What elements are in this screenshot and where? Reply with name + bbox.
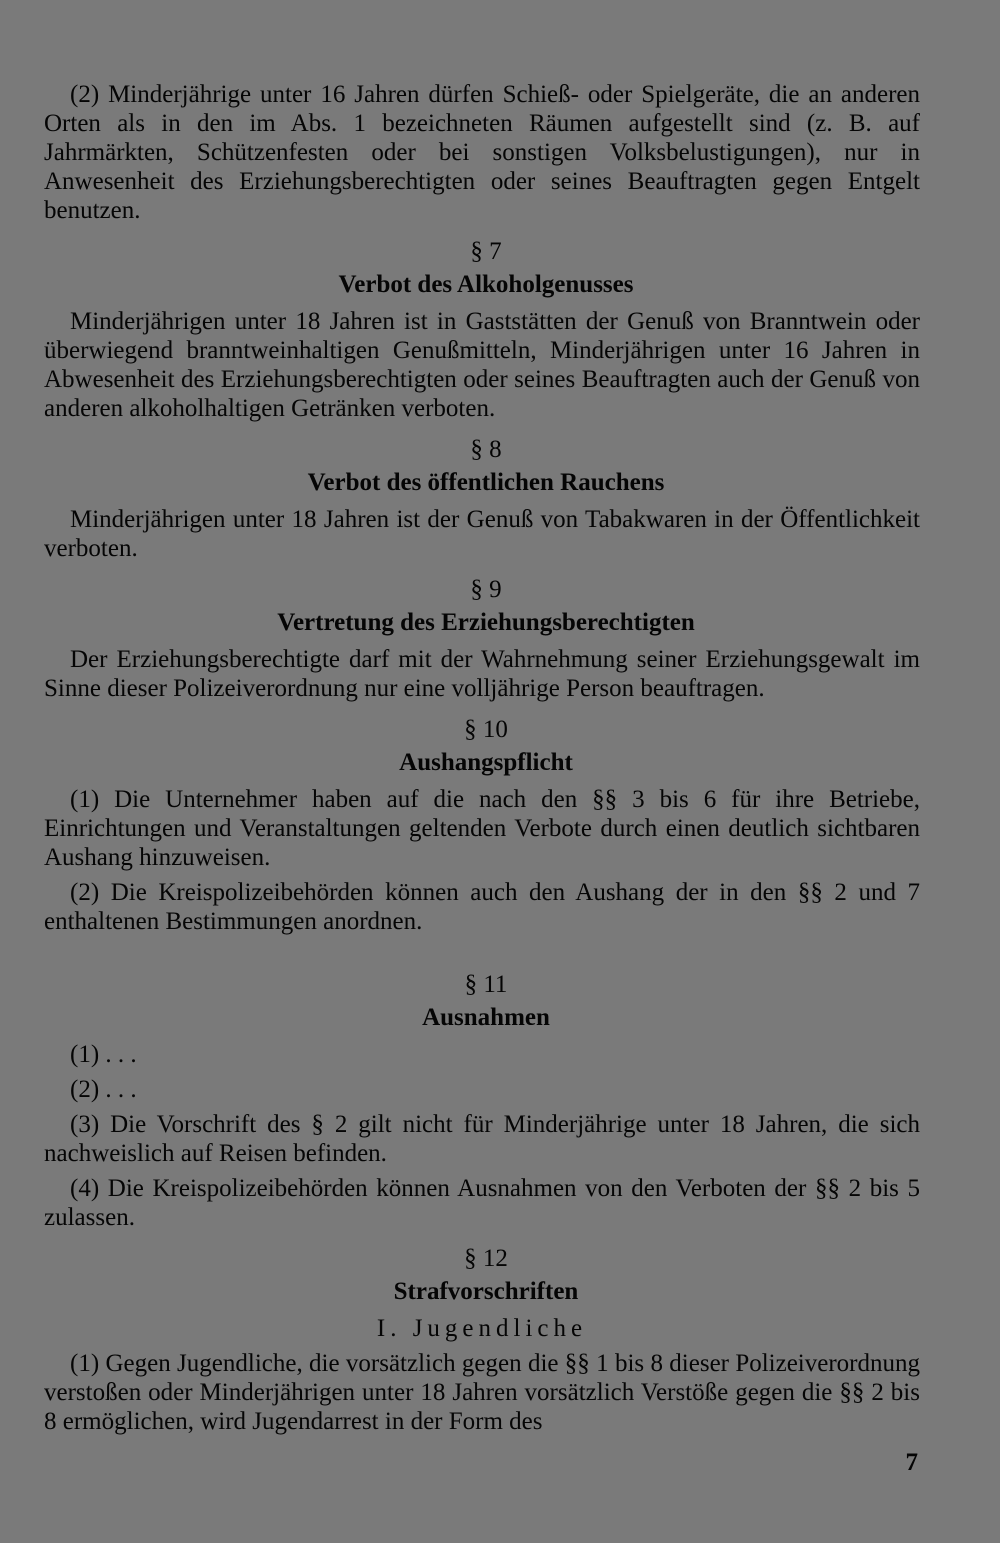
- section-10-number: § 10: [464, 716, 508, 743]
- paragraph-6-2: (2) Minderjährige unter 16 Jahren dürfen Schieß- oder Spielgeräte, die an anderen Orten als in den im Abs. 1 bezeichneten Räumen aufgestellt sind (z. B. auf Jahrmärkten, Schützenfesten oder bei sonstigen Volksbelustigungen), nur in Anwesenheit des Erziehungsberechtigten oder seines Beauftragten gegen Entgelt benutzen.: [44, 81, 920, 224]
- section-8-number: § 8: [470, 436, 502, 463]
- section-12-subtitle: I. Jugendliche: [376, 1315, 588, 1342]
- section-8-title: Verbot des öffentlichen Rauchens: [307, 469, 665, 496]
- section-10-para-2: (2) Die Kreispolizeibehörden können auch den Aushang der in den §§ 2 und 7 enthaltenen Bestimmungen anordnen.: [44, 879, 920, 935]
- section-10-title: Aushangspflicht: [399, 749, 573, 776]
- section-9-number: § 9: [470, 576, 502, 603]
- section-7-text: Minderjährigen unter 18 Jahren ist in Gaststätten der Genuß von Branntwein oder überwiegend branntweinhaltigen Genußmitteln, Minderjährigen unter 16 Jahren in Abwesenheit des Erziehungsberechtigten oder seines Beauftragten auch der Genuß von anderen alkoholhaltigen Getränken verboten.: [44, 308, 920, 422]
- section-12-para-1: (1) Gegen Jugendliche, die vorsätzlich gegen die §§ 1 bis 8 dieser Polizeiverordnung verstoßen oder Minderjährigen unter 18 Jahren vorsätzlich Verstöße gegen die §§ 2 bis 8 ermöglichen, wird Jugendarrest in der Form des: [44, 1350, 920, 1435]
- section-9-title: Vertretung des Erziehungsberechtigten: [277, 609, 695, 636]
- section-8-text: Minderjährigen unter 18 Jahren ist der Genuß von Tabakwaren in der Öffentlichkeit verboten.: [44, 506, 920, 562]
- section-10-para-1: (1) Die Unternehmer haben auf die nach den §§ 3 bis 6 für ihre Betriebe, Einrichtungen und Veranstaltungen geltenden Verbote durch einen deutlich sichtbaren Aushang hinzuweisen.: [44, 786, 920, 871]
- section-9-text: Der Erziehungsberechtigte darf mit der Wahrnehmung seiner Erziehungsgewalt im Sinne dieser Polizeiverordnung nur eine volljährige Person beauftragen.: [44, 646, 920, 702]
- section-11-para-3: (3) Die Vorschrift des § 2 gilt nicht für Minderjährige unter 18 Jahren, die sich nachweislich auf Reisen befinden.: [44, 1111, 920, 1167]
- section-12-number: § 12: [464, 1245, 508, 1272]
- section-11-para-4: (4) Die Kreispolizeibehörden können Ausnahmen von den Verboten der §§ 2 bis 5 zulassen.: [44, 1175, 920, 1231]
- section-11-para-2: (2) . . .: [70, 1076, 137, 1103]
- document-page: [44, 80, 920, 1436]
- section-11-number: § 11: [464, 971, 508, 998]
- section-11-para-1: (1) . . .: [70, 1041, 137, 1068]
- section-11-title: Ausnahmen: [422, 1004, 550, 1031]
- section-7-title: Verbot des Alkoholgenusses: [338, 271, 634, 298]
- section-12-title: Strafvorschriften: [393, 1278, 579, 1305]
- page-number: 7: [905, 1449, 918, 1476]
- section-7-number: § 7: [470, 238, 502, 265]
